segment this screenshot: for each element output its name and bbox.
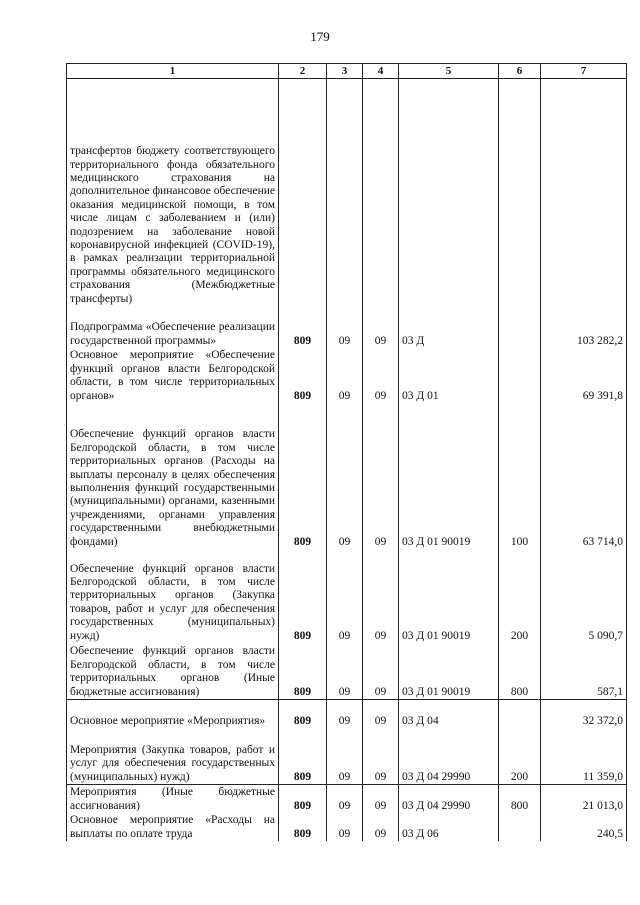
table-header-row — [67, 64, 627, 79]
row-cs: 03 Д 01 — [399, 348, 499, 403]
row-rz — [327, 79, 363, 307]
col-header-rz: 3 — [327, 64, 363, 79]
row-vr — [499, 306, 541, 348]
row-sum: 69 391,8 — [541, 348, 627, 403]
row-cs — [399, 79, 499, 307]
row-gr: 809 — [279, 306, 327, 348]
row-sum: 63 714,0 — [541, 403, 627, 549]
row-sum — [541, 79, 627, 307]
row-cs: 03 Д — [399, 306, 499, 348]
row-gr: 809 — [279, 643, 327, 700]
table-row — [67, 728, 627, 785]
col-header-pr: 4 — [363, 64, 399, 79]
row-pr — [363, 79, 399, 307]
col-header-vr: 6 — [499, 64, 541, 79]
row-rz: 09 — [327, 700, 363, 729]
row-vr: 800 — [499, 643, 541, 700]
row-gr: 809 — [279, 549, 327, 643]
row-cs: 03 Д 01 90019 — [399, 549, 499, 643]
row-rz: 09 — [327, 549, 363, 643]
row-sum: 11 359,0 — [541, 728, 627, 785]
table-row — [67, 700, 627, 729]
row-vr — [499, 79, 541, 307]
row-pr: 09 — [363, 728, 399, 785]
row-gr: 809 — [279, 728, 327, 785]
budget-table — [66, 63, 627, 841]
row-name: Подпрограмма «Обеспечение реализации государственной программы» — [67, 306, 279, 348]
row-sum: 587,1 — [541, 643, 627, 700]
row-cs: 03 Д 01 90019 — [399, 403, 499, 549]
table-row — [67, 306, 627, 348]
row-pr: 09 — [363, 813, 399, 841]
row-pr: 09 — [363, 403, 399, 549]
row-cs: 03 Д 06 — [399, 813, 499, 841]
row-name: Мероприятия (Иные бюджетные ассигнования) — [67, 785, 279, 814]
table-row — [67, 403, 627, 549]
row-pr: 09 — [363, 549, 399, 643]
row-pr: 09 — [363, 306, 399, 348]
col-header-name: 1 — [67, 64, 279, 79]
table-row — [67, 643, 627, 700]
row-name: Обеспечение функций органов власти Белгородской области, в том числе территориальных органов (Иные бюджетные ассигнования) — [67, 643, 279, 700]
row-gr: 809 — [279, 700, 327, 729]
row-name: Обеспечение функций органов власти Белгородской области, в том числе территориальных органов (Закупка товаров, работ и услуг для обеспечения государственных (муниципальных) нужд) — [67, 549, 279, 643]
row-sum: 32 372,0 — [541, 700, 627, 729]
row-pr: 09 — [363, 643, 399, 700]
row-gr: 809 — [279, 348, 327, 403]
row-gr: 809 — [279, 785, 327, 814]
row-gr — [279, 79, 327, 307]
row-cs: 03 Д 04 29990 — [399, 785, 499, 814]
row-name: Основное мероприятие «Обеспечение функций органов власти Белгородской области, в том числе территориальных органов» — [67, 348, 279, 403]
table-row — [67, 348, 627, 403]
row-vr: 800 — [499, 785, 541, 814]
table-row — [67, 79, 627, 307]
page-number: 179 — [310, 29, 330, 44]
row-cs: 03 Д 01 90019 — [399, 643, 499, 700]
row-name: трансфертов бюджету соответствующего территориального фонда обязательного медицинского страхования на дополнительное финансовое обеспечение оказания медицинской помощи, в том числе лицам с заболеванием и (или) подозрением на заболевание новой коронавирусной инфекцией (COVID-19), в рамках реализации территориальной программы обязательного медицинского страхования (Межбюджетные трансферты) — [67, 79, 279, 307]
row-vr: 200 — [499, 728, 541, 785]
row-pr: 09 — [363, 785, 399, 814]
row-gr: 809 — [279, 813, 327, 841]
row-sum: 5 090,7 — [541, 549, 627, 643]
row-name: Обеспечение функций органов власти Белгородской области, в том числе территориальных органов (Расходы на выплаты персоналу в целях обеспечения выполнения функций государственными (муниципальными) органами, казенными учреждениями, органами управления государственными внебюджетными фондами) — [67, 403, 279, 549]
row-rz: 09 — [327, 643, 363, 700]
row-vr — [499, 813, 541, 841]
row-name: Основное мероприятие «Мероприятия» — [67, 700, 279, 729]
row-rz: 09 — [327, 785, 363, 814]
row-rz: 09 — [327, 403, 363, 549]
row-gr: 809 — [279, 403, 327, 549]
col-header-cs: 5 — [399, 64, 499, 79]
col-header-gr: 2 — [279, 64, 327, 79]
table-row — [67, 785, 627, 814]
row-name: Мероприятия (Закупка товаров, работ и услуг для обеспечения государственных (муниципальных) нужд) — [67, 728, 279, 785]
row-rz: 09 — [327, 813, 363, 841]
row-vr — [499, 700, 541, 729]
table-row — [67, 813, 627, 841]
row-rz: 09 — [327, 348, 363, 403]
row-vr: 100 — [499, 403, 541, 549]
col-header-sum: 7 — [541, 64, 627, 79]
row-sum: 21 013,0 — [541, 785, 627, 814]
row-cs: 03 Д 04 29990 — [399, 728, 499, 785]
row-name: Основное мероприятие «Расходы на выплаты по оплате труда — [67, 813, 279, 841]
row-pr: 09 — [363, 348, 399, 403]
table-row — [67, 549, 627, 643]
row-vr — [499, 348, 541, 403]
row-rz: 09 — [327, 306, 363, 348]
row-rz: 09 — [327, 728, 363, 785]
row-vr: 200 — [499, 549, 541, 643]
row-pr: 09 — [363, 700, 399, 729]
row-sum: 103 282,2 — [541, 306, 627, 348]
row-cs: 03 Д 04 — [399, 700, 499, 729]
row-sum: 240,5 — [541, 813, 627, 841]
